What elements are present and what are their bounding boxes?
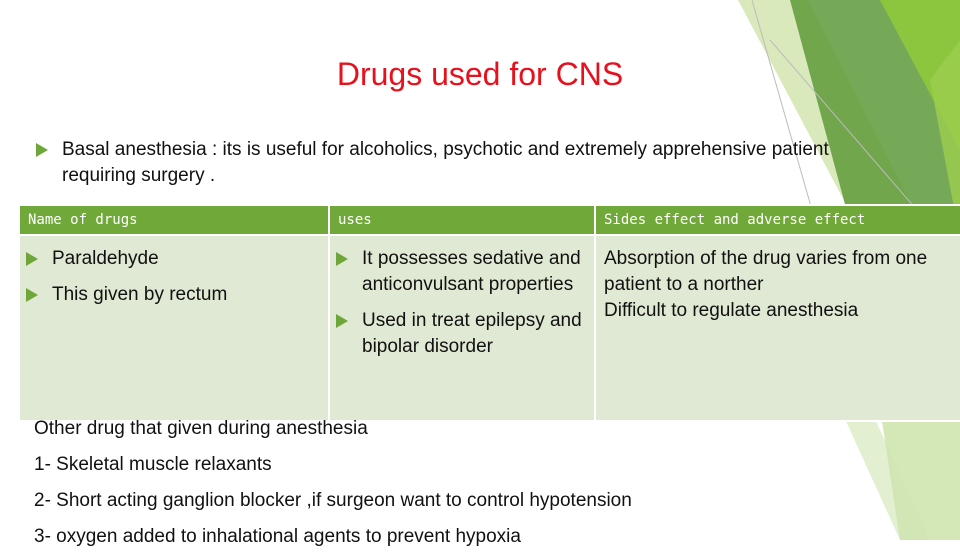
arrow-bullet-icon [336, 252, 348, 266]
other-drug-item: 1- Skeletal muscle relaxants [34, 454, 272, 475]
use-text: Used in treat epilepsy and bipolar disorder [362, 310, 582, 357]
column-header-drug-name: Name of drugs [19, 205, 329, 235]
arrow-bullet-icon [336, 314, 348, 328]
drug-route: This given by rectum [52, 284, 228, 305]
side-effects-cell [595, 235, 960, 421]
uses-cell [329, 235, 595, 421]
other-drugs-section [34, 416, 632, 560]
table-row [19, 235, 960, 421]
intro-text: Basal anesthesia : its is useful for alcoholics, psychotic and extremely apprehensive patient requiring surgery . [62, 139, 829, 186]
drugs-table [18, 204, 960, 422]
drug-names-cell [19, 235, 329, 421]
other-drugs-heading: Other drug that given during anesthesia [34, 418, 368, 439]
other-drug-item: 3- oxygen added to inhalational agents to prevent hypoxia [34, 526, 521, 547]
use-text: It possesses sedative and anticonvulsant properties [362, 248, 581, 295]
slide-title: Drugs used for CNS [336, 56, 624, 92]
list-item [330, 308, 594, 360]
list-item [20, 246, 328, 272]
table-header-row [19, 205, 960, 235]
side-effect-text: Difficult to regulate anesthesia [604, 300, 859, 321]
column-header-side-effects: Sides effect and adverse effect [595, 205, 960, 235]
intro-paragraph [36, 137, 836, 189]
list-item [20, 282, 328, 308]
arrow-bullet-icon [26, 252, 38, 266]
column-header-uses: uses [329, 205, 595, 235]
arrow-bullet-icon [26, 288, 38, 302]
list-item [330, 246, 594, 298]
side-effect-text: Absorption of the drug varies from one patient to a norther [604, 248, 928, 295]
arrow-bullet-icon [36, 143, 48, 157]
other-drug-item: 2- Short acting ganglion blocker ,if surgeon want to control hypotension [34, 490, 632, 511]
drug-name: Paraldehyde [52, 248, 159, 269]
